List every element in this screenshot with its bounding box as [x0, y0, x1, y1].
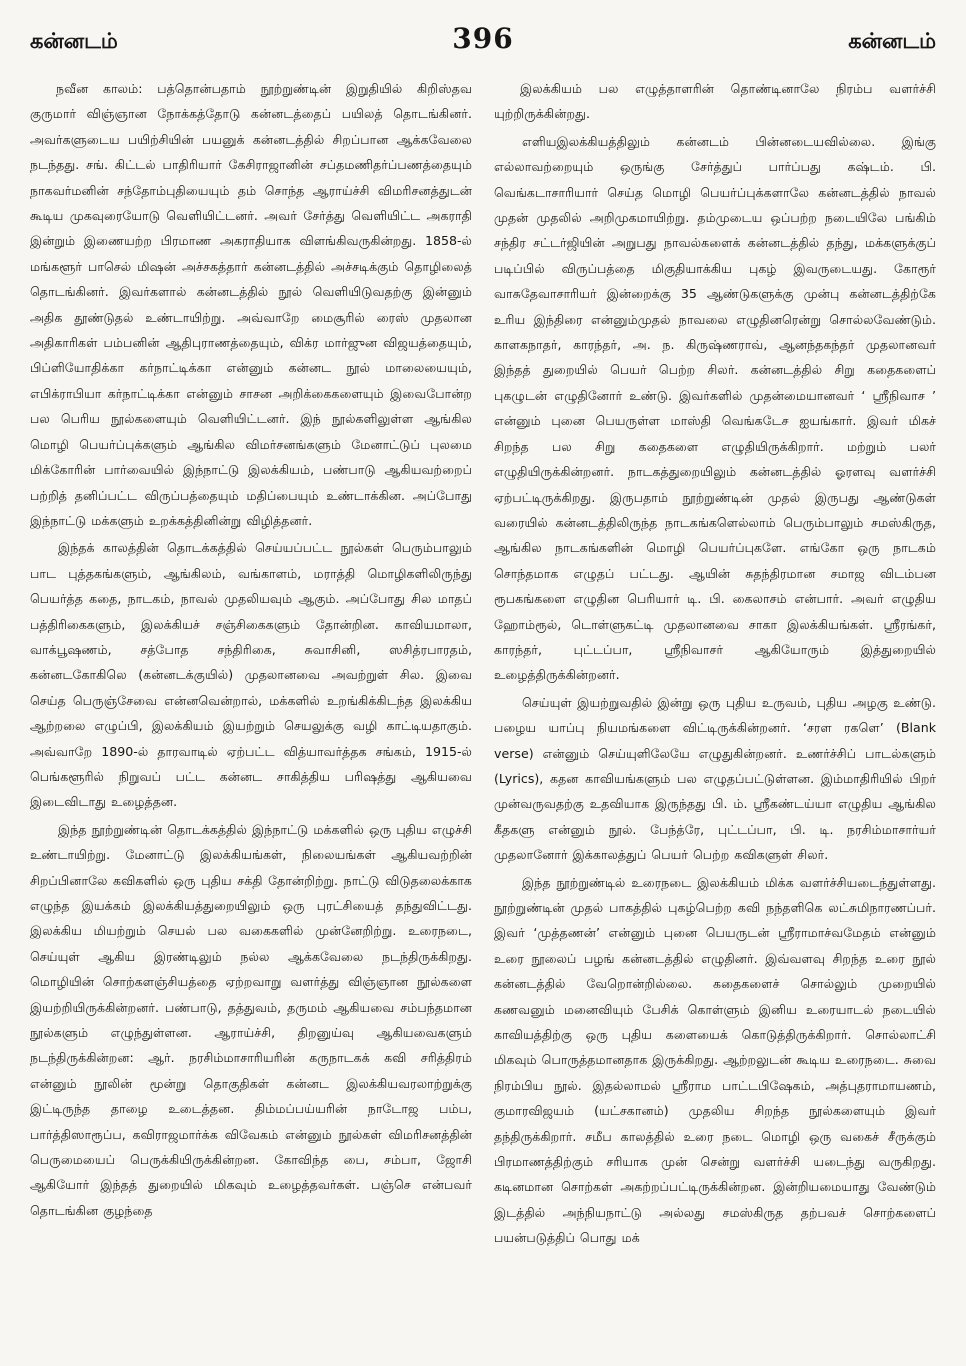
paragraph-new-awakening: இந்த நூற்றுண்டின் தொடக்கத்தில் இந்நாட்டு மக்களில் ஒரு புதிய எழுச்சி உண்டாயிற்று. மேனாட்டு இலக்கியங்கள், நிலையங்கள் ஆகியவற்றின் சிறப்பினாலே கவிகளில் ஒரு புதிய சக்தி தோன்றிற்று. நாட்டு விடுதலைக்காக எழுந்த இயக்கம் இலக்கியத்துறையிலும் ஒரு புரட்சியைத் தந்துவிட்டது. இலக்கிய மியற்றும் செயல் பல வகைகளில் முன்னேறிற்று. உரைநடை, செய்யுள் ஆகிய இரண்டிலும் நல்ல ஆக்கவேலை நடந்திருக்கிறது. மொழியின் சொற்களஞ்சியத்தை ஏற்றவாறு வளர்த்து விஞ்ஞான நூல்களை இயற்றியிருக்கின்றனர். பண்பாடு, தத்துவம், தருமம் ஆகியவை சம்பந்தமான நூல்களும் எழுந்துள்ளன. ஆராய்ச்சி, திறனுய்வு ஆகியவைகளும் நடந்திருக்கின்றன: ஆர். நரசிம்மாசாரியரின் கருநாடகக் கவி சரித்திரம் என்னும் நூலின் மூன்று தொகுதிகள் கன்னட இலக்கியவரலாற்றுக்கு இட்டிருந்த தாழை உடைத்தன. திம்மப்பய்யரின் நாடோஜ பம்ப, பார்த்திஸாரூப்ப, கவிராஜமார்க்க விவேகம் என்னும் நூல்கள் விமரிசனத்தின் பெருமையைப் பெருக்கியிருக்கின்றன. கோவிந்த பை, சம்பா, ஜோசி ஆகியோர் இந்தத் துறையில் மிகவும் உழைத்தவர்கள். பஞ்செ என்பவர் தொடங்கின குழந்தை	[30, 821, 473, 1218]
page-number: 396	[452, 22, 514, 55]
page-header	[30, 22, 936, 66]
paragraph-children-literature: இலக்கியம் பல எழுத்தாளரின் தொண்டினாலே நிரம்ப வளர்ச்சி யுற்றிருக்கின்றது.	[494, 81, 936, 122]
paragraph-prose: இந்த நூற்றுண்டில் உரைநடை இலக்கியம் மிக்க வளர்ச்சியடைந்துள்ளது. நூற்றுண்டின் முதல் பாகத்தில் புகழ்பெற்ற கவி நந்தளிகெ லட்சுமிநாரணப்பர். இவர் ‘முத்தணன்’ என்னும் புனை பெயருடன் ஸ்ரீராமாச்வமேதம் என்னும் உரை நூலைப் பழங் கன்னடத்தில் எழுதினர். இவ்வளவு சிறந்த உரை நூல் கன்னடத்தில் வேறொன்றில்லை. கதைகளைச் சொல்லும் முறையில் கணவனும் மனைவியும் பேசிக் கொள்ளும் இனிய உரையாடல் நடையில் காவியத்திற்கு ஒரு புதிய களையைக் கொடுத்திருக்கிறார். சொல்லாட்சி மிகவும் பொருத்தமானதாக இருக்கிறது. ஆற்றலுடன் கூடிய உரைநடை. சுவை நிரம்பிய நூல். இதல்லாமல் ஸ்ரீராம பாட்டபிஷேகம், அத்புதராமாயணம், குமாரவிஜயம் (யட்சகானம்) முதலிய சிறந்த நூல்களையும் இவர் தந்திருக்கிறார். சமீப காலத்தில் உரை நடை மொழி ஒரு வகைச் சீருக்கும் பிரமாணத்திற்கும் சரியாக முன் சென்று வளர்ச்சி யடைந்து வருகிறது. கடினமான சொற்கள் அகற்றப்பட்டிருக்கின்றன. இன்றியமையாது வேண்டும் இடத்தில் அந்நியநாட்டு அல்லது சமஸ்கிருத தற்பவச் சொற்களைப் பயன்படுத்திப் பொது மக்	[494, 874, 936, 1246]
running-title-left: கன்னடம்	[30, 29, 118, 53]
two-column-body	[30, 76, 936, 1253]
running-title-right: கன்னடம்	[848, 29, 936, 53]
paragraph-novel-drama: எளியஇலக்கியத்திலும் கன்னடம் பின்னடையவில்லை. இங்கு எல்லாவற்றையும் ஒருங்கு சேர்த்துப் பார்ப்பது கஷ்டம். பி. வெங்கடாசாரியார் செய்த மொழி பெயர்ப்புக்களாலே கன்னடத்தில் நாவல் முதன் முதலில் அறிமுகமாயிற்று. தம்முடைய ஒப்பற்ற நடையிலே பங்கிம் சந்திர சட்டர்ஜியின் அறுபது நாவல்களைக் கன்னடத்தில் தந்து, மக்களுக்குப் படிப்பில் விருப்பத்தை மிகுதியாக்கிய புகழ் இவருடையது. கோரூர் வாசுதேவாசாரியர் இன்றைக்கு 35 ஆண்டுகளுக்கு முன்பு கன்னடத்திற்கே உரிய இந்திரை என்னும்முதல் நாவலை எழுதினரென்று சொல்லவேண்டும். காளகநாதர், காரந்தர், அ. ந. கிருஷ்ணராவ், ஆனந்தகந்தர் முதலானவர் இந்தத் துறையில் பெயர் பெற்ற சிலர். கன்னடத்தில் சிறு கதைகளைப் புகழுடன் எழுதினோர் உண்டு. இவர்களில் முதன்மையானவர் ‘ ஸ்ரீநிவாச ’ என்னும் புனை பெயருள்ள மாஸ்தி வெங்கடேச ஐயங்கார். இவர் மிகச் சிறந்த பல சிறு கதைகளை எழுதியிருக்கிறார். மற்றும் பலர் எழுதியிருக்கின்றனர். நாடகத்துறையிலும் கன்னடத்தில் ஓரளவு வளர்ச்சி ஏற்பட்டிருக்கிறது. இருபதாம் நூற்றுண்டின் முதல் இருபது ஆண்டுகள் வரையில் கன்னடத்திலிருந்த நாடகங்களெல்லாம் பெரும்பாலும் சமஸ்கிருத, ஆங்கில நாடகங்களின் மொழி பெயர்ப்புகளே. எங்கோ ஒரு நாடகம் சொந்தமாக எழுதப் பட்டது. ஆயின் சுதந்திரமான சமாஜ விடம்பன ரூபகங்களை எழுதின பெரியார் டி. பி. கைலாசம் என்பார். அவர் எழுதிய ஹோம்ரூல், டொள்ளுகட்டி முதலானவை சாகா இலக்கியங்கள். ஸ்ரீரங்கர், காரந்தர், புட்டப்பா, ஸ்ரீநிவாசர் ஆகியோரும் இத்துறையில் உழைத்திருக்கின்றனர்.	[494, 133, 936, 683]
paragraph-modern-period: நவீன காலம்: பத்தொன்பதாம் நூற்றுண்டின் இறுதியில் கிறிஸ்தவ குருமார் விஞ்ஞான நோக்கத்தோடு கன்னடத்தைப் பயிலத் தொடங்கினர். அவர்களுடைய பயிற்சியின் பயனுக் கன்னடத்தில் சிறப்பான ஆக்கவேலை நடந்தது. சங். கிட்டல் பாதிரியார் கேசிராஜானின் சப்தமணிதர்ப்பணத்தையும் நாகவர்மனின் சந்தோம்புதியையும் தம் சொந்த ஆராய்ச்சி விமரிசனத்துடன் கூடிய முகவுரையோடு வெளியிட்டனர். அவர் சேர்த்து வெளியிட்ட அகராதி இன்றும் இணையற்ற பிரமாண அகராதியாக விளங்கிவருகின்றது. 1858-ல் மங்களூர் பாசெல் மிஷன் அச்சகத்தார் கன்னடத்தில் அச்சடிக்கும் தொழிலைத் தொடங்கினர். இவர்களால் கன்னடத்தில் நூல் வெளியிடுவதற்கு இன்னும் அதிக தூண்டுதல் உண்டாயிற்று. அவ்வாறே மைசூரில் ரைஸ் முதலான அதிகாரிகள் பம்பனின் ஆதிபுராணத்தையும், விக்ர மார்ஜுன விஜயத்தையும், பிப்ளியோதிக்கா கர்நாட்டிக்கா என்னும் கன்னட நூல் மாலையையும், எபிக்ராபியா கர்நாட்டிக்கா என்னும் சாசன அறிக்கைகளையும் இவைபோன்ற பல பெரிய நூல்களையும் வெளியிட்டனர். இந் நூல்களிலுள்ள ஆங்கில மொழி பெயர்ப்புக்களும் ஆங்கில விமர்சனங்களும் மேனாட்டுப் புலமை மிக்கோரின் பார்வையில் இந்நாட்டு இலக்கியம், பண்பாடு ஆகியவற்றைப் பற்றித் தனிப்பட்ட விருப்பத்தையும் மதிப்பையும் உண்டாக்கின. அப்போது இந்நாட்டு மக்களும் உறக்கத்தினின்று விழித்தனர்.	[30, 81, 472, 528]
left-column	[30, 76, 472, 1253]
paragraph-poetry: செய்யுள் இயற்றுவதில் இன்று ஒரு புதிய உருவம், புதிய அழகு உண்டு. பழைய யாப்பு நியமங்களை விட்டிருக்கின்றனர். ‘சரள ரகளெ’ (Blank verse) என்னும் செய்யுளிலேயே எழுதுகின்றனர். உணர்ச்சிப் பாடல்களும் (Lyrics), கதன காவியங்களும் பல எழுதப்பட்டுள்ளன. இம்மாதிரியில் பிறர் முன்வருவதற்கு உதவியாக இருந்தது பி. ம். ஸ்ரீகண்டய்யா எழுதிய ஆங்கில கீதகளு என்னும் நூல். பேந்த்ரே, புட்டப்பா, பி. டி. நரசிம்மாசார்யர் முதலானோர் இக்காலத்துப் பெயர் பெற்ற கவிகளுள் சிலர்.	[494, 694, 936, 863]
paragraph-early-works: இந்தக் காலத்தின் தொடக்கத்தில் செய்யப்பட்ட நூல்கள் பெரும்பாலும் பாட புத்தகங்களும், ஆங்கிலம், வங்காளம், மராத்தி மொழிகளிலிருந்து பெயர்த்த கதை, நாடகம், நாவல் முதலியவும் ஆகும். அப்போது சில மாதப் பத்திரிகைகளும், இலக்கியச் சஞ்சிகைகளும் தோன்றின. காவியமாலா, வாக்பூஷணம், சத்போத சந்திரிகை, சுவாசினி, ஸசித்ரபாரதம், கன்னடகோகிலெ (கன்னடக்குயில்) முதலானவை அவற்றுள் சில. இவை செய்த பெருஞ்சேவை என்னவென்றால், மக்களில் உறங்கிக்கிடந்த இலக்கிய ஆற்றலை எழுப்பி, இலக்கியம் இயற்றும் செயலுக்கு வழி காட்டியதாகும். அவ்வாறே 1890-ல் தாரவாடில் ஏற்பட்ட வித்யாவர்த்தக சங்கம், 1915-ல் பெங்களூரில் நிறுவப் பட்ட கன்னட சாகித்திய பரிஷத்து ஆகியவை இடைவிடாது உழைத்தன.	[30, 540, 472, 810]
right-column	[494, 76, 936, 1253]
